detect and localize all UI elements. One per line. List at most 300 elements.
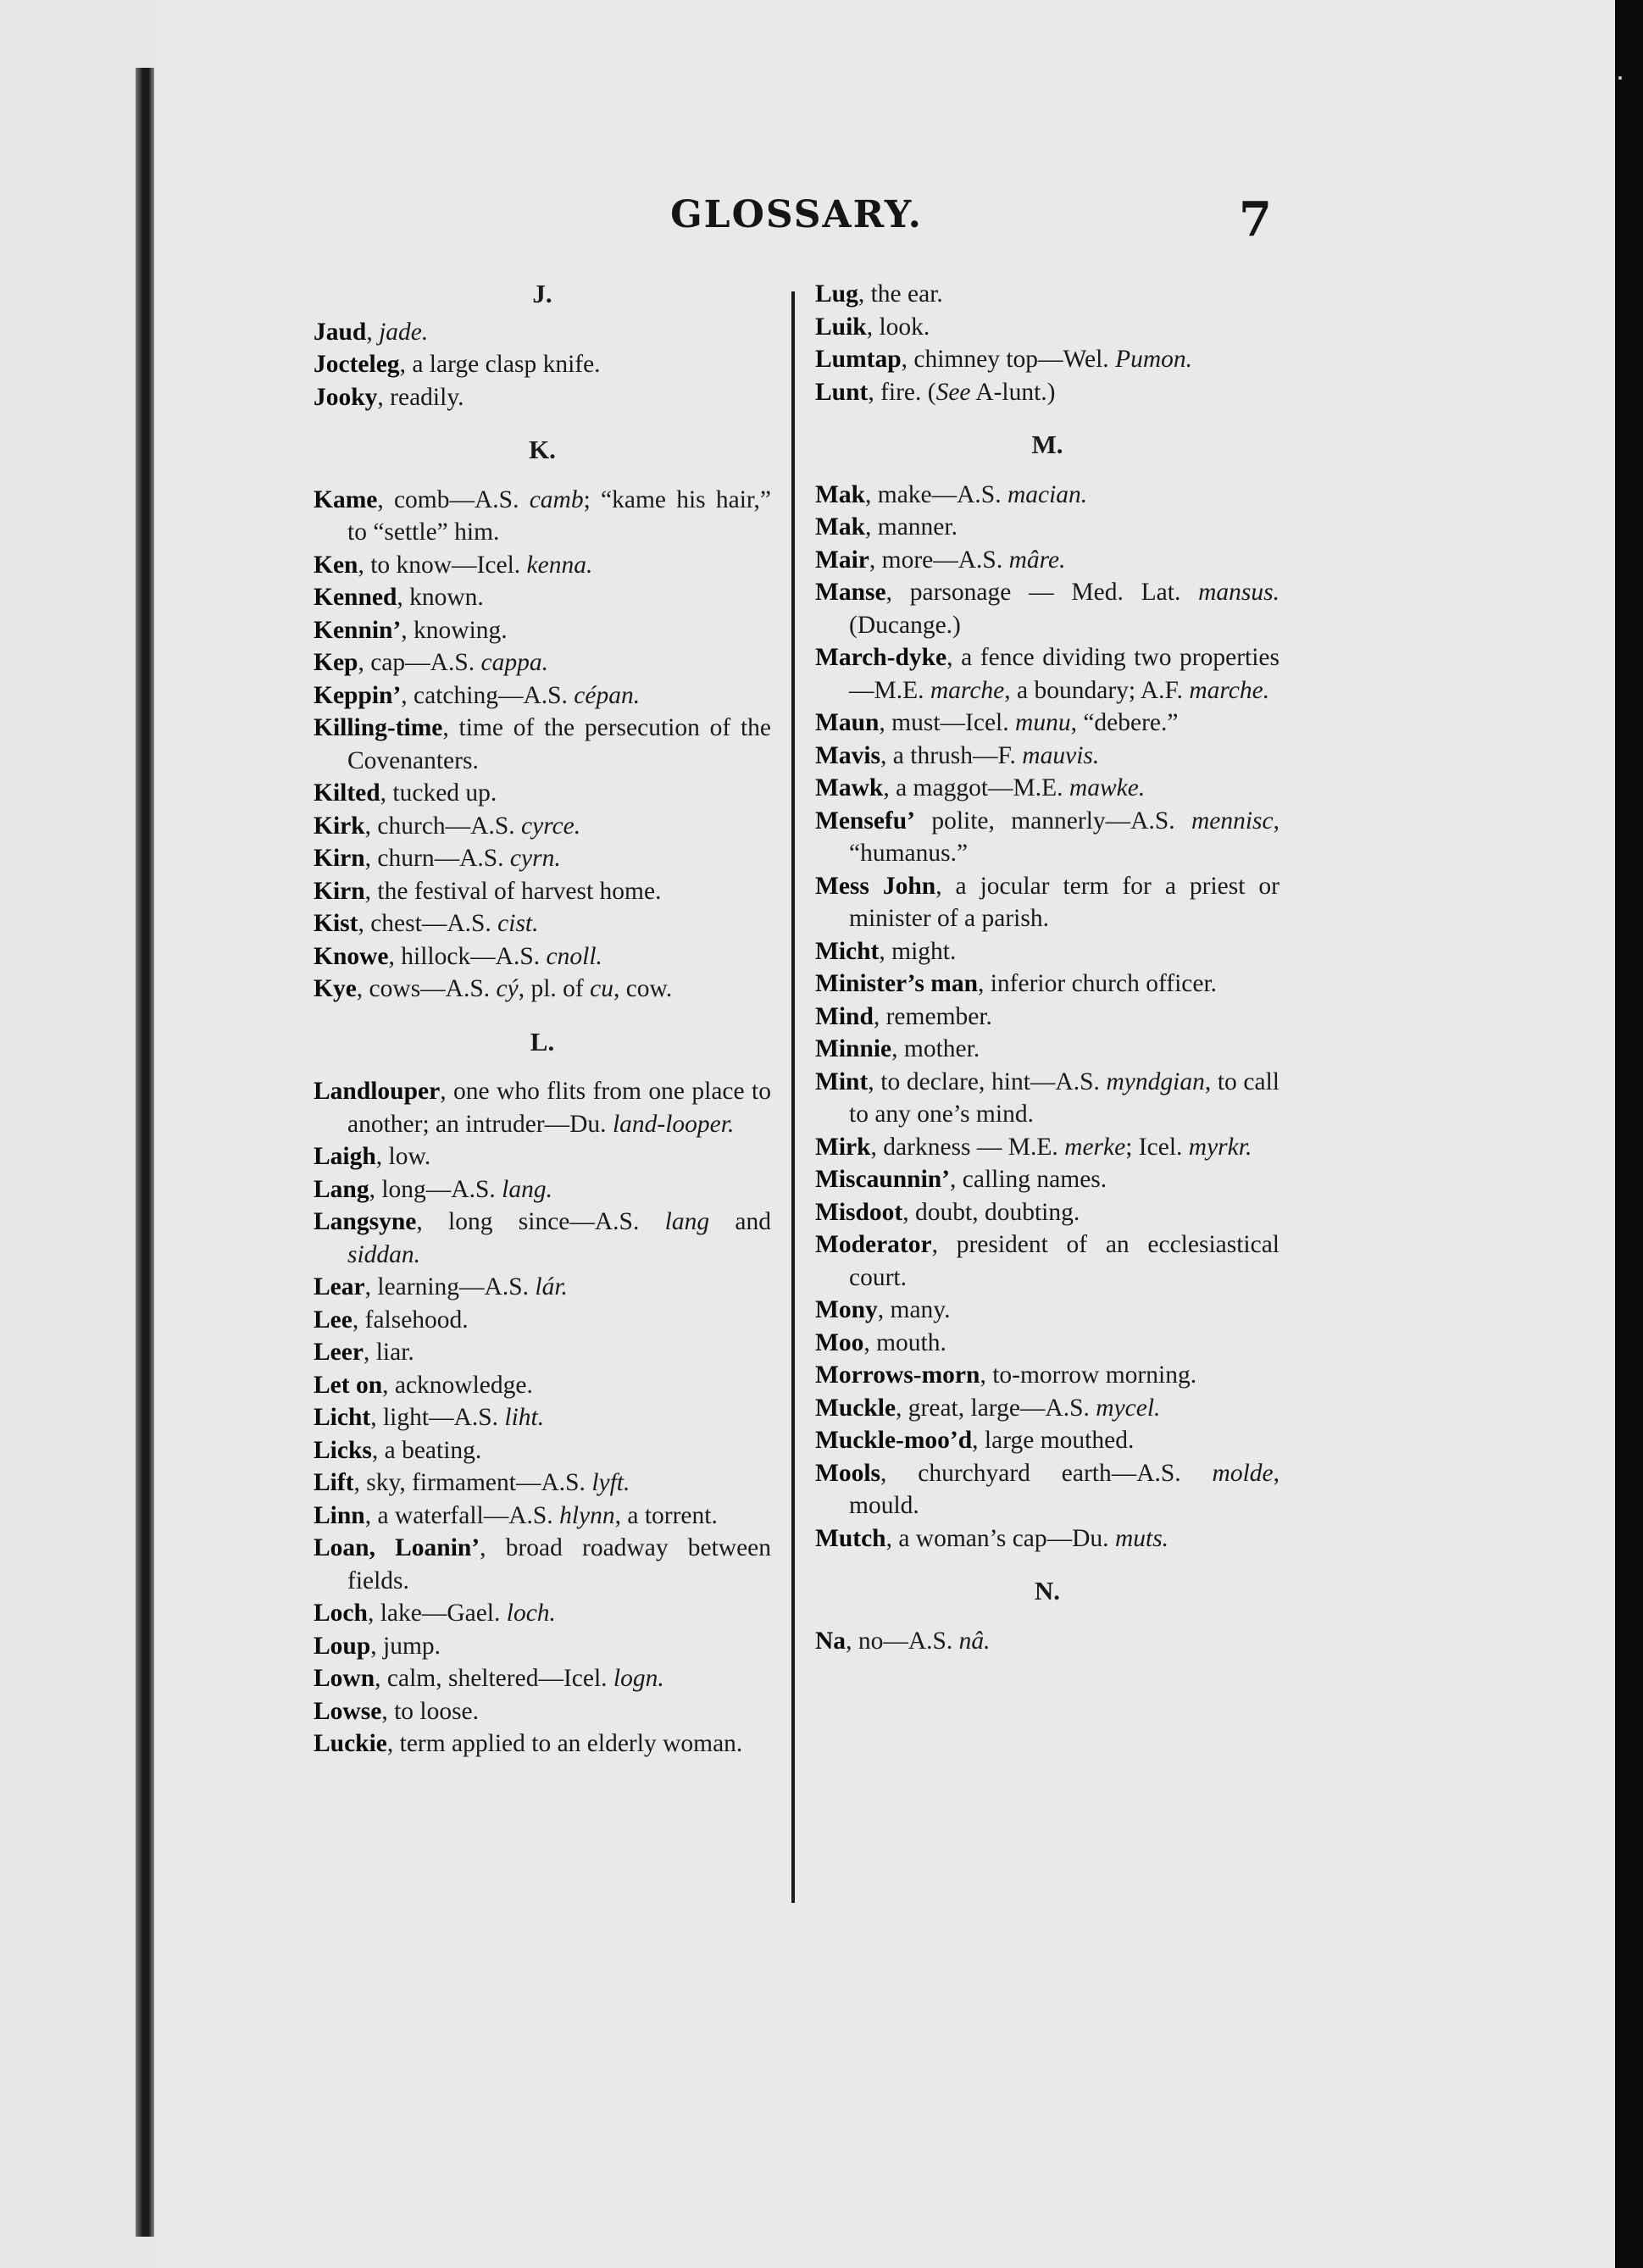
glossary-entry <box>314 842 771 875</box>
glossary-entry <box>314 549 771 582</box>
glossary-entry <box>815 1327 1279 1360</box>
entry-separator: , <box>399 351 413 378</box>
entry-definition: large mouthed. <box>984 1427 1135 1454</box>
entry-separator: , <box>883 774 896 801</box>
entry-headword: Licht <box>314 1404 371 1431</box>
page-number: 7 <box>1239 191 1272 247</box>
entry-separator: , <box>901 346 914 373</box>
entry-headword: Luik <box>815 313 867 341</box>
entry-etymon: mansus. <box>1198 579 1280 606</box>
glossary-entry <box>314 1727 771 1761</box>
glossary-entry <box>314 777 771 810</box>
entry-separator: , <box>370 1404 383 1431</box>
entry-definition: and <box>709 1208 772 1235</box>
entry-definition: broad roadway between fields. <box>347 1534 772 1594</box>
glossary-entry <box>314 1662 771 1695</box>
entry-definition: , a torrent. <box>614 1501 718 1529</box>
section-letter-heading: K. <box>529 435 556 464</box>
section-letter-heading: N. <box>1034 1576 1061 1605</box>
entry-etymon: lyft. <box>591 1469 630 1496</box>
entry-definition: no—A.S. <box>858 1627 959 1655</box>
entry-headword: Keppin’ <box>314 681 402 709</box>
entry-headword: Miscaunnin’ <box>815 1166 951 1193</box>
entry-etymon: cu <box>590 975 613 1002</box>
entry-separator: , <box>401 616 414 644</box>
entry-definition: churn—A.S. <box>377 845 510 872</box>
entry-headword: Lowse <box>314 1697 382 1725</box>
entry-separator: , <box>358 910 371 937</box>
entry-etymon: cyrn. <box>509 845 561 872</box>
entry-definition: to know—Icel. <box>370 551 527 579</box>
entry-separator: , <box>377 485 394 513</box>
entry-separator: , <box>946 644 962 671</box>
glossary-entry <box>815 1163 1279 1196</box>
entry-headword: Leer <box>314 1339 364 1366</box>
entry-headword: Muckle-moo’d <box>815 1427 973 1454</box>
page-title: GLOSSARY. <box>670 193 923 236</box>
entry-etymon: marche <box>930 676 1005 704</box>
entry-definition: time of the persecution of the Covenanters. <box>347 714 771 774</box>
entry-separator: , <box>367 1600 380 1627</box>
glossary-entry <box>815 1001 1279 1034</box>
entry-headword: Mak <box>815 513 865 541</box>
entry-headword: Kep <box>314 649 358 676</box>
entry-headword: Jaud <box>314 318 367 346</box>
entry-headword: Lift <box>314 1469 354 1496</box>
glossary-entry <box>314 1206 771 1271</box>
entry-definition: liar. <box>375 1339 414 1366</box>
entry-headword: Killing-time <box>314 714 443 741</box>
entry-definition: comb—A.S. <box>393 485 530 513</box>
entry-definition: a thrush—F. <box>892 741 1023 769</box>
entry-definition: mouth. <box>876 1328 946 1356</box>
entry-etymon: cyrce. <box>521 812 581 840</box>
entry-separator: , <box>896 1394 908 1422</box>
scan-speck <box>1618 76 1622 80</box>
book-gutter <box>136 68 154 2237</box>
entry-separator: , <box>356 975 369 1002</box>
entry-separator: , <box>381 1697 395 1725</box>
glossary-entry <box>815 707 1279 740</box>
entry-definition: learning—A.S. <box>377 1273 536 1300</box>
glossary-entry <box>815 1196 1279 1229</box>
glossary-entry <box>314 1173 771 1206</box>
entry-separator: , <box>370 1632 383 1660</box>
glossary-entry <box>815 935 1279 968</box>
entry-etymon: kenna. <box>526 551 593 579</box>
glossary-entry <box>815 1359 1279 1392</box>
entry-etymon: myrkr. <box>1188 1133 1252 1161</box>
glossary-entry <box>314 1369 771 1402</box>
glossary-entry <box>815 311 1279 344</box>
glossary-entry <box>314 1467 771 1500</box>
entry-definition: hillock—A.S. <box>401 942 547 970</box>
entry-etymon: cépan. <box>574 681 641 709</box>
entry-definition: a maggot—M.E. <box>896 774 1069 801</box>
glossary-entry <box>314 381 771 414</box>
glossary-entry <box>314 1597 771 1630</box>
glossary-entry <box>314 1532 771 1597</box>
entry-headword: Jocteleg <box>314 351 400 378</box>
entry-definition: A-lunt.) <box>970 378 1056 406</box>
entry-definition: , mould. <box>849 1459 1279 1519</box>
entry-headword: Maun <box>815 709 880 736</box>
entry-definition: known. <box>409 584 484 611</box>
entry-headword: Kilted <box>314 779 380 807</box>
entry-separator: , <box>366 318 380 346</box>
entry-separator: , <box>375 1143 389 1170</box>
entry-separator: , <box>972 1427 985 1454</box>
entry-definition: doubt, doubting. <box>915 1198 1080 1226</box>
entry-etymon: mâre. <box>1008 546 1066 574</box>
glossary-entry <box>314 1500 771 1533</box>
entry-separator: , <box>869 546 882 574</box>
column-divider <box>791 291 795 1903</box>
entry-definition: catching—A.S. <box>414 681 574 709</box>
glossary-entry <box>314 940 771 973</box>
glossary-entry <box>815 641 1279 707</box>
entry-definition: , a boundary; A.F. <box>1004 676 1190 704</box>
entry-separator: , <box>868 378 881 406</box>
glossary-entry <box>314 1434 771 1467</box>
glossary-entry <box>815 376 1279 409</box>
entry-etymon: nâ. <box>958 1627 991 1655</box>
glossary-entry <box>314 1630 771 1663</box>
entry-separator: , <box>880 741 893 769</box>
glossary-entry <box>314 810 771 843</box>
glossary-entry <box>314 973 771 1006</box>
entry-headword: Knowe <box>314 942 389 970</box>
glossary-entry <box>815 870 1279 935</box>
entry-definition: mother. <box>903 1035 980 1062</box>
entry-separator: , <box>846 1627 858 1655</box>
entry-etymon: jade. <box>379 318 429 346</box>
entry-separator: , <box>879 937 892 965</box>
entry-etymon: macian. <box>1007 480 1088 508</box>
glossary-entry <box>314 875 771 908</box>
entry-headword: Mirk <box>815 1133 871 1161</box>
entry-definition: the ear. <box>870 280 943 308</box>
entry-etymon: logn. <box>613 1665 664 1692</box>
glossary-entry <box>815 1294 1279 1327</box>
entry-separator: , <box>980 1361 993 1389</box>
glossary-entry <box>314 581 771 614</box>
entry-etymon: mawke. <box>1069 774 1146 801</box>
entry-separator: , <box>865 513 878 541</box>
entry-definition: cap—A.S. <box>370 649 481 676</box>
entry-separator: , <box>358 551 371 579</box>
entry-etymon: land-looper. <box>612 1110 735 1138</box>
entry-definition: term applied to an elderly woman. <box>399 1730 743 1757</box>
entry-headword: Lee <box>314 1306 352 1334</box>
entry-definition: lake—Gael. <box>380 1600 507 1627</box>
entry-headword: Moderator <box>815 1231 932 1258</box>
glossary-entry <box>815 1522 1279 1555</box>
entry-definition: make—A.S. <box>877 480 1007 508</box>
entry-separator: , <box>873 1002 886 1030</box>
entry-separator: , <box>382 1371 395 1399</box>
entry-definition: to loose. <box>394 1697 480 1725</box>
entry-etymon: mennisc <box>1191 807 1274 835</box>
entry-separator: , <box>866 313 880 341</box>
glossary-entry <box>314 1075 771 1140</box>
entry-separator: , <box>371 1436 385 1464</box>
entry-definition: inferior church officer. <box>990 970 1218 997</box>
glossary-entry <box>815 1228 1279 1294</box>
entry-separator: , <box>863 1328 877 1356</box>
entry-definition: many. <box>890 1296 951 1323</box>
entry-definition: to-morrow morning. <box>992 1361 1197 1389</box>
entry-definition: readily. <box>390 383 464 411</box>
glossary-entry <box>314 1304 771 1337</box>
entry-headword: Kirk <box>314 812 365 840</box>
entry-etymon: See <box>935 378 971 406</box>
section-letter-heading: J. <box>532 279 552 308</box>
entry-headword: Loch <box>314 1600 368 1627</box>
entry-definition: darkness — M.E. <box>883 1133 1065 1161</box>
entry-separator: , <box>401 681 414 709</box>
glossary-entry <box>314 1695 771 1728</box>
entry-separator: , <box>870 1133 884 1161</box>
entry-etymon: cý <box>496 975 519 1002</box>
entry-headword: Lumtap <box>815 346 902 373</box>
entry-separator: , <box>480 1534 506 1561</box>
entry-headword: Let on <box>314 1371 383 1399</box>
entry-definition: chimney top—Wel. <box>913 346 1116 373</box>
glossary-entry <box>314 646 771 679</box>
entry-separator: , <box>358 649 371 676</box>
entry-definition: polite, mannerly—A.S. <box>931 807 1191 835</box>
glossary-entry <box>815 576 1279 641</box>
entry-definition: , “debere.” <box>1070 709 1179 736</box>
entry-separator: , <box>885 1524 899 1552</box>
entry-definition: the festival of harvest home. <box>377 877 662 905</box>
entry-headword: Loan, Loanin’ <box>314 1534 480 1561</box>
glossary-entry <box>815 511 1279 544</box>
entry-definition: falsehood. <box>364 1306 469 1334</box>
entry-etymon: cnoll. <box>546 942 602 970</box>
entry-definition: a woman’s cap—Du. <box>898 1524 1115 1552</box>
section-letter-heading: L. <box>530 1026 555 1056</box>
entry-etymon: cist. <box>497 910 539 937</box>
glossary-entry <box>815 805 1279 870</box>
entry-etymon: lang <box>664 1208 710 1235</box>
glossary-entry <box>815 1033 1279 1066</box>
entry-headword: March-dyke <box>815 644 947 671</box>
entry-definition: churchyard earth—A.S. <box>918 1459 1213 1487</box>
entry-definition: might. <box>891 937 957 965</box>
entry-separator: , <box>375 1665 387 1692</box>
entry-separator: , <box>388 942 402 970</box>
entry-definition: long since—A.S. <box>448 1208 665 1235</box>
glossary-entry <box>314 348 771 381</box>
entry-separator: , <box>931 1231 957 1258</box>
glossary-entry <box>314 1140 771 1173</box>
glossary-entry <box>815 278 1279 311</box>
entry-headword: Langsyne <box>314 1208 417 1235</box>
glossary-entry <box>314 907 771 940</box>
entry-separator: , <box>364 812 378 840</box>
entry-definition: look. <box>879 313 930 341</box>
entry-headword: Jooky <box>314 383 378 411</box>
entry-definition: low. <box>388 1143 431 1170</box>
entry-etymon: mauvis. <box>1022 741 1100 769</box>
glossary-entry <box>815 1066 1279 1131</box>
entry-headword: Ken <box>314 551 358 579</box>
entry-separator: , <box>380 779 393 807</box>
entry-separator: , <box>977 970 991 997</box>
glossary-entry <box>314 614 771 647</box>
entry-headword: Moo <box>815 1328 864 1356</box>
entry-definition: more—A.S. <box>881 546 1009 574</box>
section-letter-heading: M. <box>1031 430 1063 459</box>
glossary-entry <box>815 343 1279 376</box>
entry-separator: , <box>868 1067 881 1095</box>
glossary-entry <box>314 712 771 777</box>
entry-definition: knowing. <box>414 616 508 644</box>
entry-definition: must—Icel. <box>891 709 1016 736</box>
glossary-entry <box>314 1271 771 1304</box>
entry-headword: Mony <box>815 1296 878 1323</box>
entry-separator: , <box>364 877 378 905</box>
entry-definition: chest—A.S. <box>370 910 498 937</box>
entry-definition: a beating. <box>384 1436 482 1464</box>
entry-definition: ; Icel. <box>1125 1133 1189 1161</box>
entry-etymon: cappa. <box>480 649 548 676</box>
entry-separator: , <box>442 714 459 741</box>
entry-etymon: muts. <box>1114 1524 1169 1552</box>
entry-etymon: mycel. <box>1096 1394 1161 1422</box>
entry-separator: , <box>440 1078 453 1105</box>
entry-separator: , <box>902 1198 915 1226</box>
entry-definition: , cow. <box>613 975 673 1002</box>
entry-separator: , <box>879 709 892 736</box>
glossary-entry <box>815 544 1279 577</box>
entry-headword: Muckle <box>815 1394 896 1422</box>
entry-definition: to declare, hint—A.S. <box>880 1067 1107 1095</box>
entry-definition: (Ducange.) <box>849 611 961 639</box>
entry-definition: a waterfall—A.S. <box>377 1501 560 1529</box>
entry-definition: , to call to any one’s mind. <box>849 1067 1279 1128</box>
entry-etymon: myndgian <box>1106 1067 1205 1095</box>
glossary-entry <box>314 484 771 549</box>
glossary-entry <box>815 1131 1279 1164</box>
entry-headword: Mawk <box>815 774 884 801</box>
entry-headword: Na <box>815 1627 846 1655</box>
entry-headword: Mess John <box>815 872 936 900</box>
glossary-entry <box>815 1457 1279 1522</box>
glossary-entry <box>815 740 1279 773</box>
entry-headword: Mak <box>815 480 865 508</box>
entry-definition: parsonage — Med. Lat. <box>909 579 1199 606</box>
entry-headword: Linn <box>314 1501 365 1529</box>
entry-headword: Lear <box>314 1273 365 1300</box>
entry-definition: light—A.S. <box>382 1404 505 1431</box>
entry-headword: Mools <box>815 1459 881 1487</box>
entry-headword: Kist <box>314 910 358 937</box>
glossary-entry <box>815 968 1279 1001</box>
entry-headword: Luckie <box>314 1730 387 1757</box>
entry-definition: , pl. of <box>518 975 591 1002</box>
glossary-entry <box>314 316 771 349</box>
previous-page-sliver <box>0 0 158 2268</box>
entry-definition: great, large—A.S. <box>908 1394 1096 1422</box>
glossary-entry <box>314 1336 771 1369</box>
entry-etymon: lár. <box>535 1273 568 1300</box>
entry-separator: , <box>352 1306 365 1334</box>
entry-headword: Laigh <box>314 1143 376 1170</box>
entry-headword: Lug <box>815 280 858 308</box>
entry-headword: Kirn <box>314 845 365 872</box>
entry-headword: Lunt <box>815 378 869 406</box>
entry-separator: , <box>364 1501 378 1529</box>
entry-headword: Mavis <box>815 741 881 769</box>
entry-headword: Mutch <box>815 1524 886 1552</box>
entry-separator: , <box>386 1730 400 1757</box>
entry-separator <box>915 807 931 835</box>
entry-definition: church—A.S. <box>377 812 522 840</box>
entry-separator: , <box>377 383 391 411</box>
glossary-column-right <box>815 278 1279 1657</box>
entry-definition: tucked up. <box>392 779 497 807</box>
glossary-entry <box>815 772 1279 805</box>
entry-separator: , <box>364 845 378 872</box>
entry-definition: a jocular term for a priest or minister of a parish. <box>849 872 1279 932</box>
entry-headword: Kame <box>314 485 378 513</box>
entry-headword: Kye <box>314 975 357 1002</box>
entry-headword: Morrows-morn <box>815 1361 980 1389</box>
entry-headword: Mind <box>815 1002 874 1030</box>
entry-separator: , <box>858 280 871 308</box>
entry-definition: cows—A.S. <box>369 975 497 1002</box>
entry-etymon: lang. <box>502 1175 552 1203</box>
entry-definition: acknowledge. <box>394 1371 533 1399</box>
entry-definition: jump. <box>383 1632 441 1660</box>
entry-definition: fire. ( <box>880 378 936 406</box>
entry-etymon: liht. <box>504 1404 545 1431</box>
entry-headword: Mair <box>815 546 869 574</box>
entry-definition: a large clasp knife. <box>412 351 601 378</box>
entry-separator: , <box>891 1035 904 1062</box>
entry-headword: Kennin’ <box>314 616 402 644</box>
glossary-entry <box>815 1392 1279 1425</box>
entry-separator: , <box>397 584 410 611</box>
entry-etymon: munu <box>1015 709 1071 736</box>
entry-separator: , <box>880 1459 919 1487</box>
entry-headword: Minister’s man <box>815 970 978 997</box>
entry-separator: , <box>877 1296 891 1323</box>
entry-separator: , <box>364 1273 378 1300</box>
entry-headword: Kenned <box>314 584 397 611</box>
entry-definition: long—A.S. <box>381 1175 502 1203</box>
entry-etymon: camb <box>529 485 584 513</box>
entry-headword: Minnie <box>815 1035 892 1062</box>
entry-headword: Lown <box>314 1665 375 1692</box>
entry-etymon: Pumon. <box>1115 346 1193 373</box>
glossary-entry <box>314 1401 771 1434</box>
entry-definition: calling names. <box>962 1166 1107 1193</box>
entry-definition: president of an ecclesiastical court. <box>849 1231 1279 1291</box>
entry-separator: , <box>950 1166 963 1193</box>
entry-headword: Mint <box>815 1067 869 1095</box>
entry-definition: one who flits from one place to another; an intruder—Du. <box>347 1078 771 1138</box>
entry-separator: , <box>416 1208 449 1235</box>
entry-etymon: loch. <box>506 1600 556 1627</box>
entry-headword: Mensefu’ <box>815 807 915 835</box>
entry-separator: , <box>865 480 878 508</box>
entry-separator: , <box>353 1469 367 1496</box>
scan-border <box>1615 0 1643 2268</box>
